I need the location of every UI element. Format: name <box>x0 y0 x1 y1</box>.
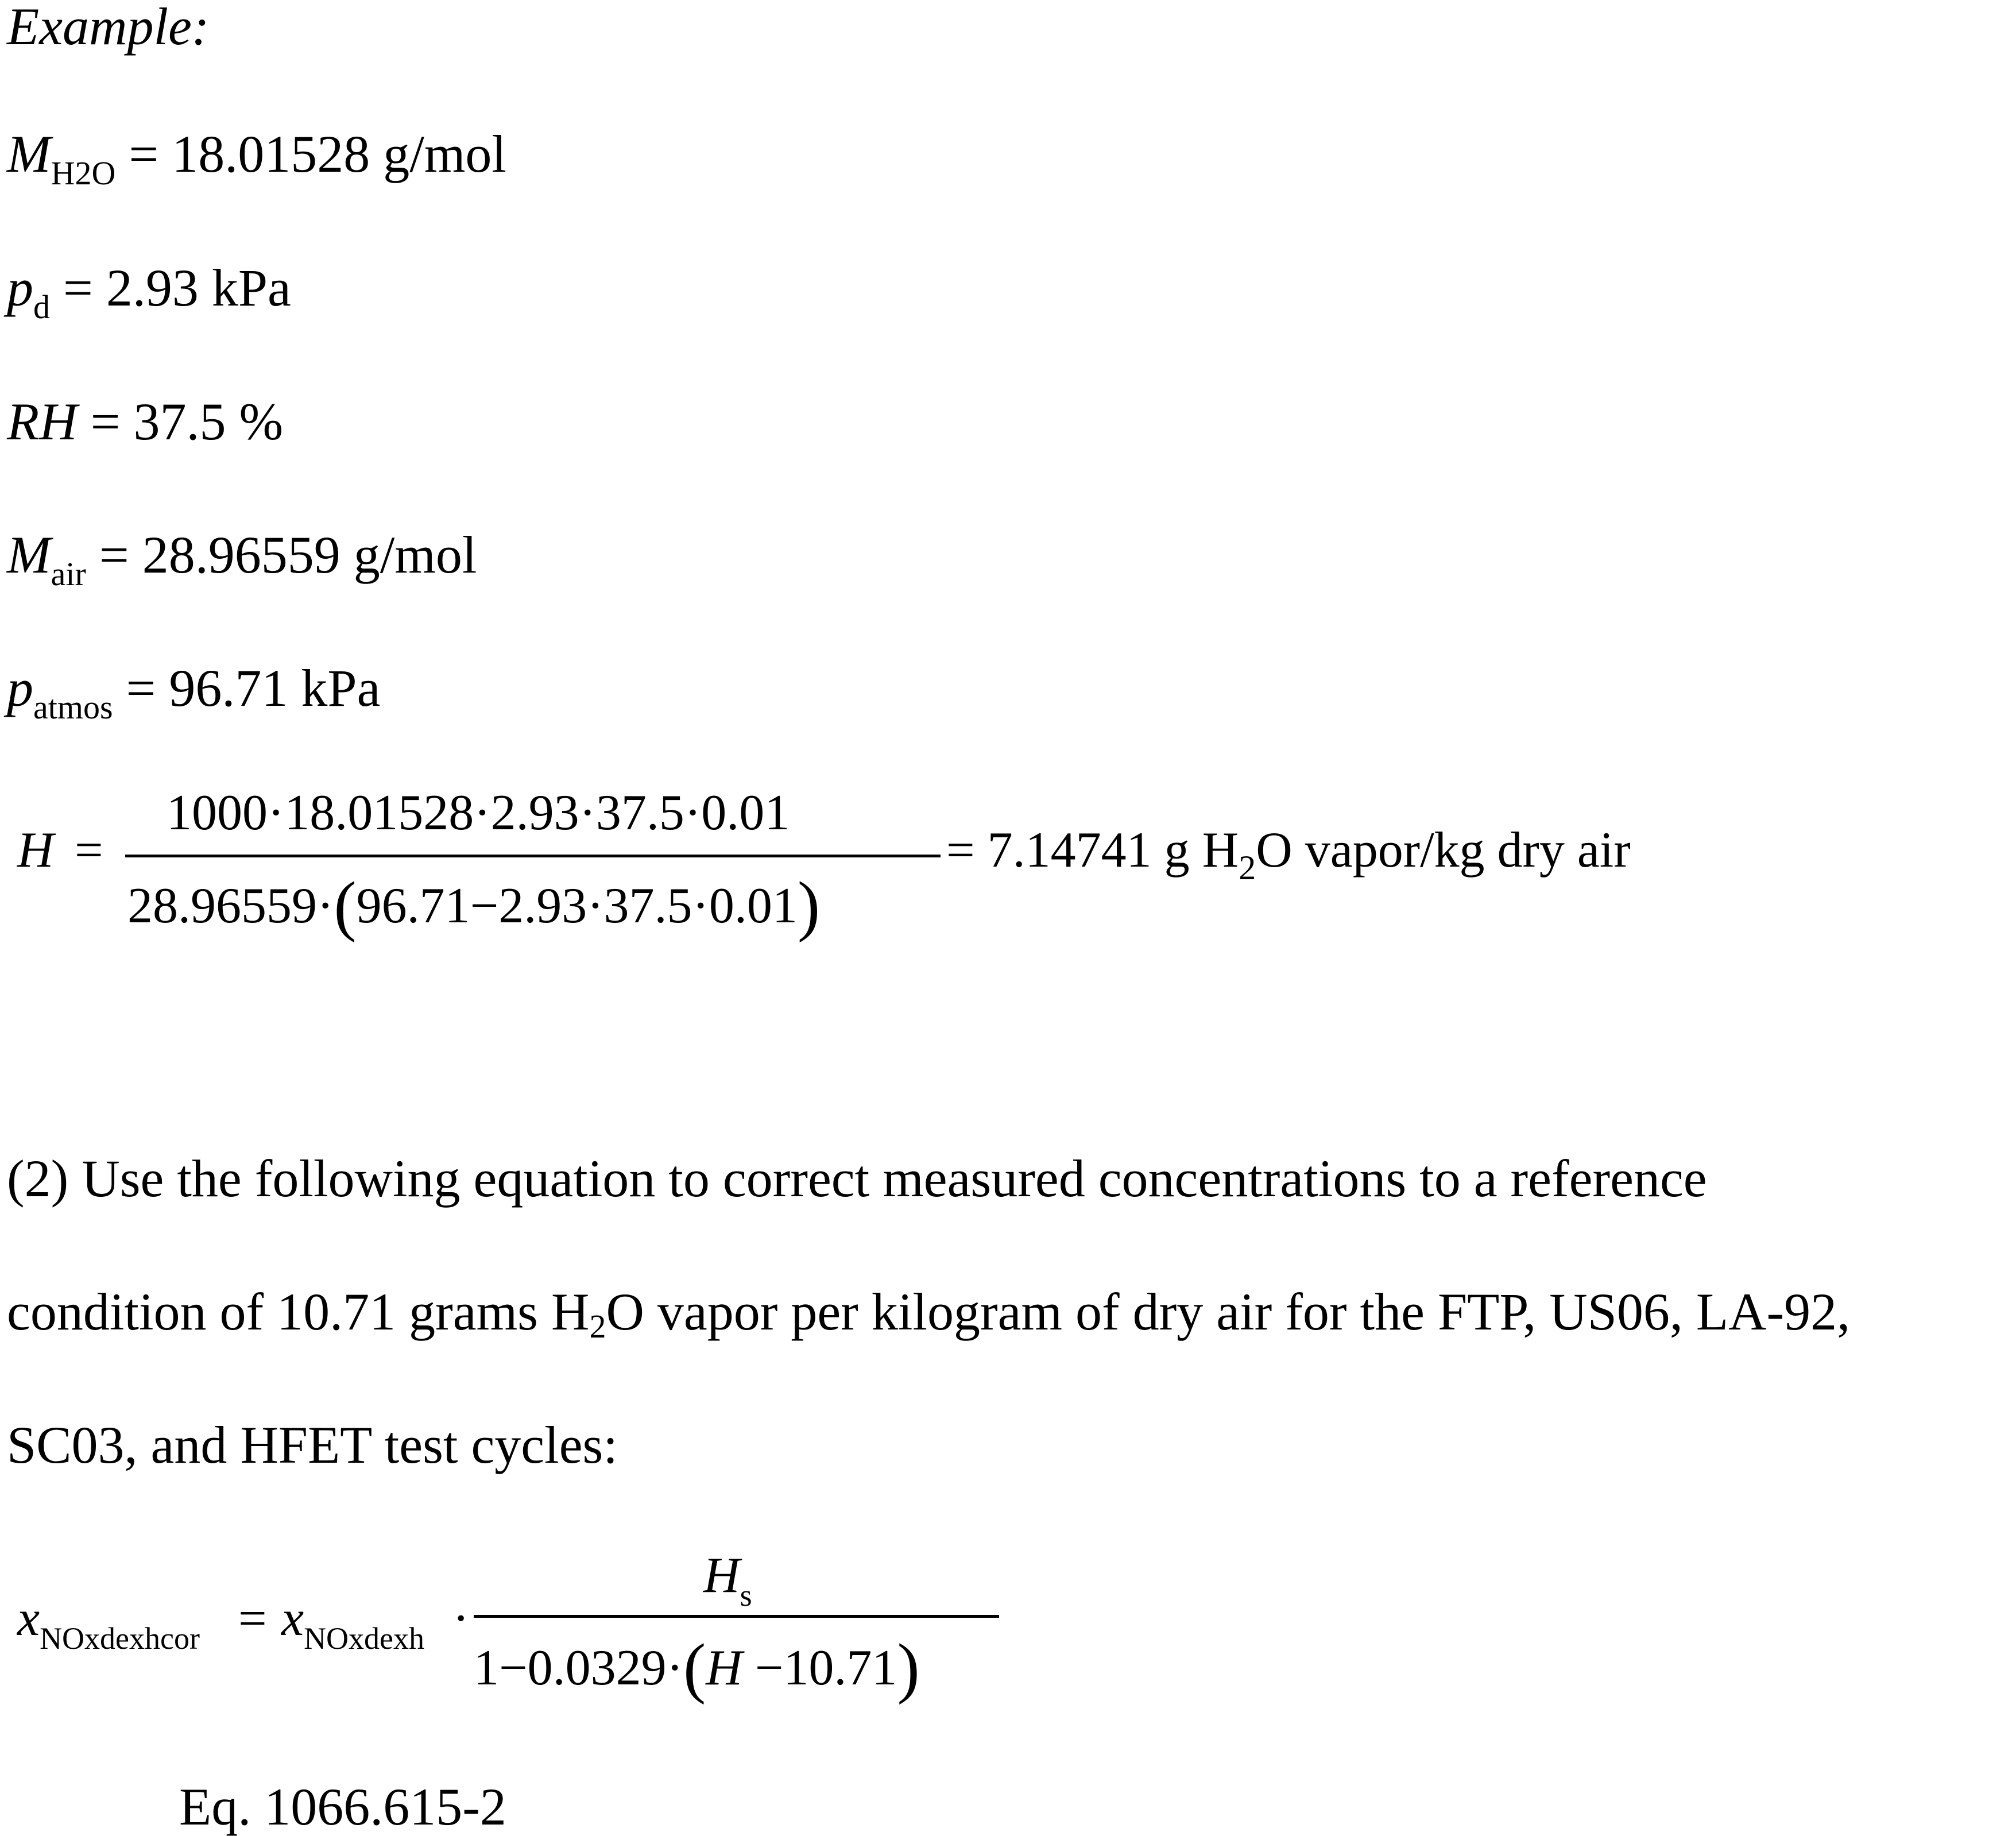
given-p-d <box>7 258 291 326</box>
eq1-denominator-pre: 28.96559· <box>127 878 334 934</box>
symbol: RH <box>7 392 78 451</box>
paragraph-line-2-post: O vapor per kilogram of dry air for the FTP, US06, LA-92, <box>606 1282 1851 1341</box>
symbol: M <box>7 125 51 183</box>
eq1-equals: = <box>75 822 103 878</box>
symbol: p <box>7 258 33 317</box>
eq2-rhs-symbol: x <box>281 1591 304 1646</box>
paragraph-line-2-sub: 2 <box>589 1308 606 1345</box>
eq2-rhs-sub: NOxdexh <box>304 1621 425 1656</box>
eq1-fraction-bar <box>125 855 941 857</box>
eq1-paren-close: ) <box>797 868 821 943</box>
eq2-fraction-bar <box>474 1615 999 1618</box>
symbol: p <box>7 659 33 717</box>
eq1-result <box>946 822 1631 887</box>
subscript: H2O <box>51 154 116 192</box>
eq2-lhs-sub: NOxdexhcor <box>40 1621 200 1656</box>
given-rh <box>7 392 284 451</box>
eq2-numerator-symbol: H <box>703 1548 740 1603</box>
value: = 18.01528 g/mol <box>115 125 506 183</box>
given-m-air <box>7 525 477 593</box>
eq2-lhs-symbol: x <box>17 1591 40 1646</box>
eq2-rhs <box>281 1591 425 1656</box>
symbol: M <box>7 525 51 584</box>
eq1-result-unit: O vapor/kg dry air <box>1256 822 1631 878</box>
eq2-lhs <box>17 1591 200 1656</box>
subscript: d <box>33 288 50 326</box>
value: = 96.71 kPa <box>113 659 381 717</box>
eq1-lhs: H <box>17 822 54 878</box>
subscript: air <box>51 555 86 593</box>
paragraph-line-2-pre: condition of 10.71 grams H <box>7 1282 590 1341</box>
given-p-atmos <box>7 659 381 726</box>
eq2-denominator-rest: −10.71 <box>742 1640 897 1696</box>
value: = 37.5 % <box>77 392 284 451</box>
paragraph-line-3: SC03, and HFET test cycles: <box>7 1416 618 1474</box>
paragraph-line-1: (2) Use the following equation to correct measured concentrations to a reference <box>7 1149 1707 1208</box>
eq2-equals: = <box>238 1591 267 1646</box>
value: = 28.96559 g/mol <box>86 525 477 584</box>
eq2-denominator-pre: 1−0.0329· <box>474 1640 683 1696</box>
eq1-result-value: = 7.14741 g H <box>946 822 1239 878</box>
eq2-denominator <box>474 1628 920 1705</box>
eq1-paren-open: ( <box>334 868 357 943</box>
eq2-numerator <box>703 1548 752 1613</box>
eq2-paren-close: ) <box>897 1630 920 1705</box>
eq2-numerator-sub: s <box>740 1578 752 1613</box>
eq1-result-sub: 2 <box>1239 849 1256 887</box>
equation-label: Eq. 1066.615-2 <box>179 1777 506 1836</box>
given-m-h2o <box>7 125 506 192</box>
eq2-denominator-symbol: H <box>706 1640 742 1696</box>
eq2-dot: · <box>452 1591 470 1646</box>
example-heading: Example: <box>7 0 210 56</box>
eq1-numerator: 1000·18.01528·2.93·37.5·0.01 <box>167 785 790 841</box>
eq1-denominator <box>127 866 821 943</box>
subscript: atmos <box>33 689 113 726</box>
eq1-denominator-inner: 96.71−2.93·37.5·0.01 <box>356 878 798 934</box>
paragraph-line-2 <box>7 1282 1851 1345</box>
value: = 2.93 kPa <box>50 258 291 317</box>
eq2-paren-open: ( <box>683 1630 706 1705</box>
